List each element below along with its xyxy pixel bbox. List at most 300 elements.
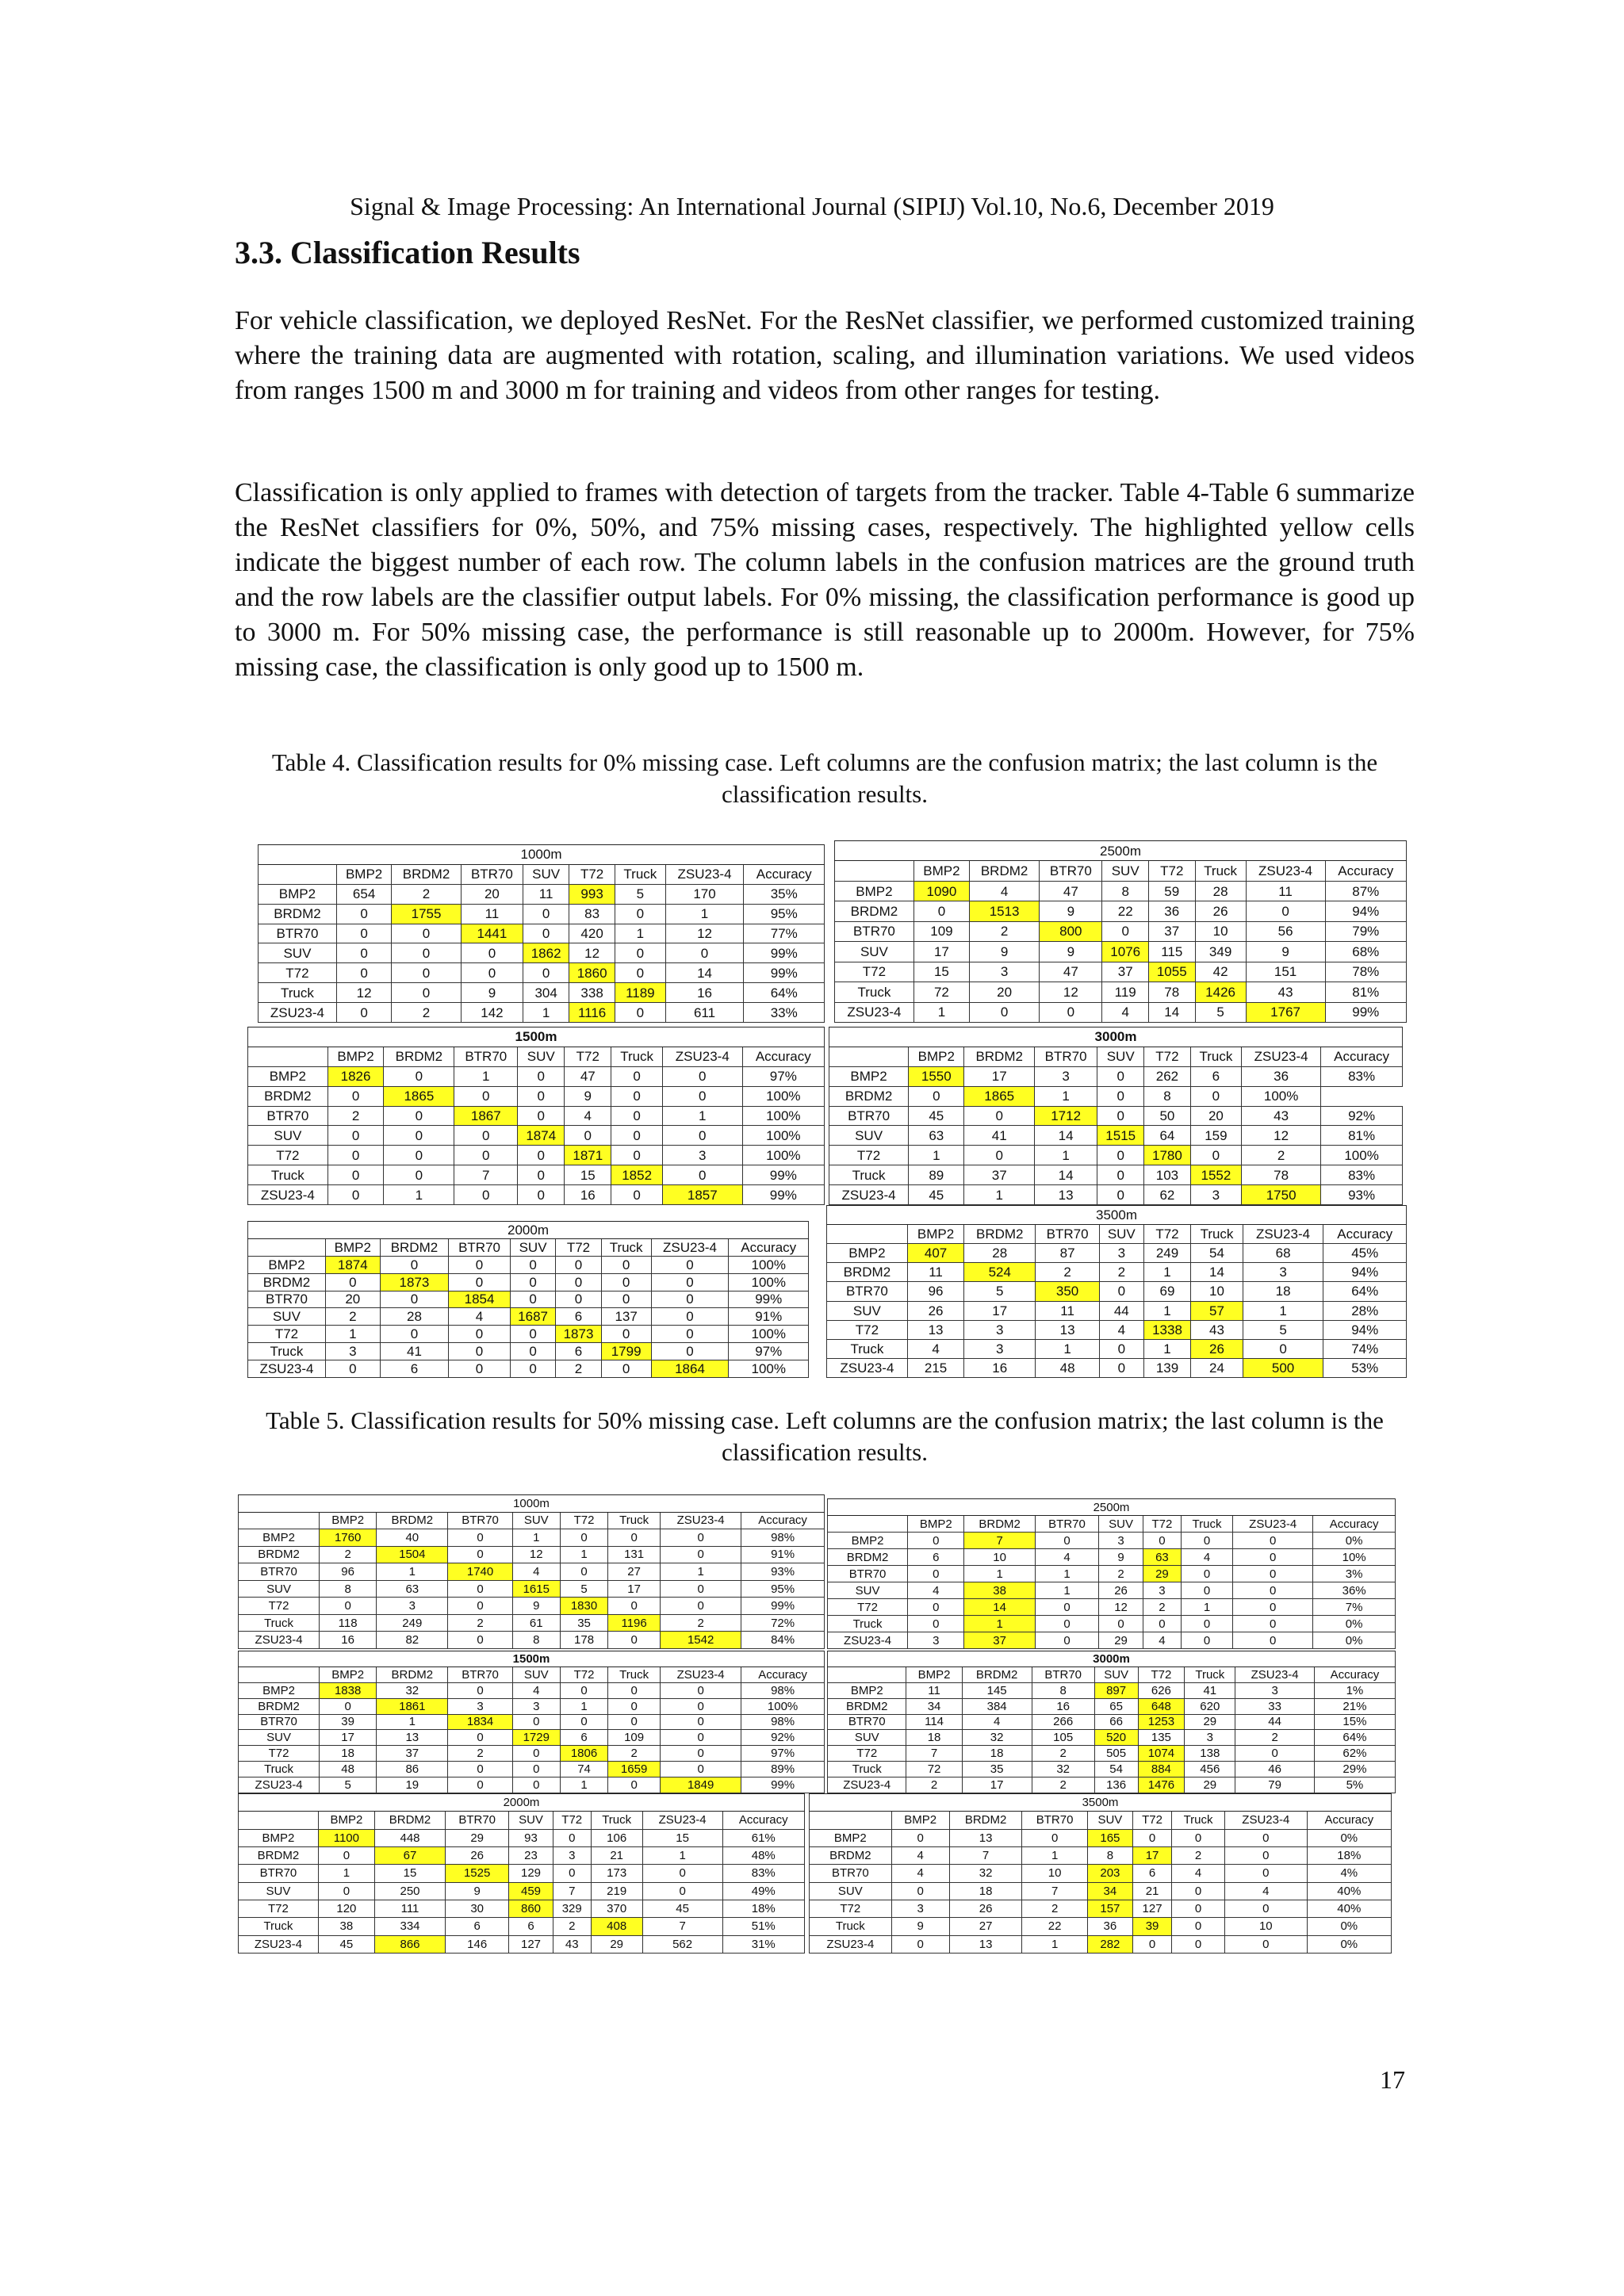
count-cell: 0	[1233, 1616, 1313, 1632]
count-cell: 0	[1181, 1582, 1232, 1599]
column-header: BTR70	[1036, 1225, 1100, 1244]
row-label: BRDM2	[248, 1273, 326, 1291]
count-cell: 42	[1195, 962, 1246, 982]
count-cell: 9	[1040, 901, 1102, 921]
count-cell: 0	[661, 1730, 741, 1746]
count-cell: 10	[1022, 1865, 1087, 1882]
count-cell: 119	[1102, 982, 1149, 1002]
table-title-row	[828, 1499, 1396, 1516]
accuracy-cell: 84%	[741, 1632, 825, 1649]
row-label: BMP2	[248, 1256, 326, 1273]
count-cell: 0	[449, 1343, 511, 1360]
column-header: ZSU23-4	[665, 864, 744, 884]
count-cell: 32	[962, 1730, 1032, 1746]
accuracy-cell: 100%	[729, 1256, 809, 1273]
accuracy-cell: 64%	[1314, 1730, 1395, 1746]
count-cell: 1055	[1148, 962, 1195, 982]
row-label: ZSU23-4	[829, 1185, 909, 1205]
column-header: T72	[1143, 1516, 1181, 1533]
count-cell: 0	[518, 1165, 565, 1185]
count-cell: 1515	[1097, 1126, 1144, 1146]
count-cell: 0	[1224, 1900, 1307, 1917]
count-cell: 1504	[377, 1546, 448, 1563]
count-cell: 0	[1035, 1533, 1098, 1549]
count-cell: 2	[906, 1777, 962, 1793]
row-label: SUV	[828, 1730, 906, 1746]
count-cell: 17	[914, 942, 969, 962]
count-cell: 0	[1233, 1582, 1313, 1599]
corner-cell	[828, 1667, 906, 1682]
column-header: Accuracy	[1314, 1667, 1395, 1682]
count-cell: 127	[1132, 1900, 1171, 1917]
count-cell: 249	[1143, 1244, 1191, 1263]
range-title: 3500m	[810, 1794, 1392, 1812]
count-cell: 9	[891, 1918, 949, 1935]
count-cell: 2	[661, 1614, 741, 1632]
count-cell: 1476	[1138, 1777, 1185, 1793]
count-cell: 6	[556, 1343, 601, 1360]
table-row	[835, 881, 1407, 901]
count-cell: 0	[1035, 1632, 1098, 1649]
column-header: BTR70	[448, 1667, 512, 1682]
count-cell: 178	[560, 1632, 607, 1649]
count-cell: 0	[909, 1086, 964, 1106]
table-row	[828, 1566, 1396, 1582]
count-cell: 1861	[377, 1698, 448, 1714]
table-row	[239, 1598, 825, 1615]
range-title: 2500m	[835, 841, 1407, 861]
count-cell: 9	[446, 1882, 509, 1900]
count-cell: 0	[1102, 921, 1149, 941]
count-cell: 142	[461, 1003, 523, 1023]
table-row	[829, 1126, 1403, 1146]
count-cell: 44	[1099, 1301, 1143, 1320]
count-cell: 3	[1185, 1730, 1235, 1746]
count-cell: 6	[556, 1308, 601, 1326]
row-label: T72	[239, 1746, 320, 1762]
corner-cell	[828, 1516, 908, 1533]
count-cell: 0	[642, 1882, 722, 1900]
count-cell: 18	[949, 1882, 1022, 1900]
count-cell: 505	[1094, 1746, 1138, 1762]
accuracy-cell: 36%	[1313, 1582, 1396, 1599]
count-cell: 41	[380, 1343, 449, 1360]
table-row	[248, 1066, 825, 1086]
count-cell: 0	[523, 963, 569, 983]
count-cell: 4	[891, 1846, 949, 1864]
count-cell: 1867	[454, 1106, 518, 1126]
paragraph-1: For vehicle classification, we deployed ResNet. For the ResNet classifier, we performed customized training where the training data are augmented with rotation, scaling, and illumination variations. We used videos from ranges 1500 m and 3000 m for training and videos from other ranges for testing.	[235, 306, 1415, 405]
count-cell: 105	[1032, 1730, 1094, 1746]
count-cell: 37	[1102, 962, 1149, 982]
count-cell: 0	[327, 1146, 384, 1165]
row-label: T72	[829, 1146, 909, 1165]
column-header: Truck	[601, 1238, 651, 1256]
column-header: ZSU23-4	[1224, 1812, 1307, 1829]
count-cell: 1525	[446, 1865, 509, 1882]
count-cell: 43	[1242, 1106, 1321, 1126]
count-cell: 27	[949, 1918, 1022, 1935]
row-label: Truck	[829, 1165, 909, 1185]
count-cell: 0	[1132, 1829, 1171, 1846]
count-cell: 897	[1094, 1682, 1138, 1698]
accuracy-cell: 62%	[1314, 1746, 1395, 1762]
count-cell: 0	[510, 1256, 555, 1273]
column-header: SUV	[518, 1047, 565, 1066]
accuracy-cell: 79%	[1325, 921, 1407, 941]
count-cell: 0	[651, 1326, 729, 1343]
column-header: BTR70	[1032, 1667, 1094, 1682]
table-row	[829, 1086, 1403, 1106]
count-cell: 127	[509, 1935, 553, 1953]
count-cell: 3	[448, 1698, 512, 1714]
count-cell: 1	[1036, 1339, 1100, 1358]
count-cell: 0	[454, 1126, 518, 1146]
accuracy-cell: 98%	[741, 1529, 825, 1547]
table-row	[239, 1900, 805, 1917]
count-cell: 3	[1190, 1185, 1241, 1205]
count-cell: 66	[1094, 1714, 1138, 1730]
count-cell: 22	[1022, 1918, 1087, 1935]
column-header: T72	[1138, 1667, 1185, 1682]
count-cell: 0	[318, 1882, 374, 1900]
table-row	[827, 1282, 1407, 1301]
count-cell: 74	[560, 1762, 607, 1777]
count-cell: 18	[906, 1730, 962, 1746]
table-row	[239, 1698, 825, 1714]
table4-block	[834, 840, 1407, 1023]
confusion-matrix-table	[238, 1494, 825, 1649]
count-cell: 34	[906, 1698, 962, 1714]
table-row	[259, 884, 825, 904]
table-row	[239, 1935, 805, 1953]
table-row	[829, 1185, 1403, 1205]
confusion-matrix-table	[247, 1221, 809, 1378]
accuracy-cell: 97%	[742, 1066, 824, 1086]
column-header: Truck	[611, 1047, 663, 1066]
confusion-matrix-table	[247, 1027, 825, 1205]
corner-cell	[239, 1667, 320, 1682]
table-row	[248, 1086, 825, 1106]
count-cell: 407	[907, 1244, 964, 1263]
count-cell: 9	[1246, 942, 1325, 962]
column-header: ZSU23-4	[642, 1812, 722, 1829]
count-cell: 4	[962, 1714, 1032, 1730]
count-cell: 11	[1246, 881, 1325, 901]
table4-caption: Table 4. Classification results for 0% missing case. Left columns are the confusion matrix; the last column is the classification results.	[271, 748, 1378, 808]
count-cell: 32	[377, 1682, 448, 1698]
count-cell: 67	[374, 1846, 445, 1864]
row-label: Truck	[828, 1762, 906, 1777]
count-cell: 2	[1242, 1146, 1321, 1165]
table-row	[248, 1326, 809, 1343]
row-label: BRDM2	[810, 1846, 892, 1864]
count-cell: 136	[1094, 1777, 1138, 1793]
column-header: BRDM2	[964, 1047, 1034, 1066]
count-cell: 18	[962, 1746, 1032, 1762]
accuracy-cell: 40%	[1307, 1900, 1391, 1917]
accuracy-cell: 99%	[742, 1185, 824, 1205]
count-cell: 1076	[1102, 942, 1149, 962]
count-cell: 16	[565, 1185, 611, 1205]
table-row	[835, 1002, 1407, 1023]
count-cell: 16	[964, 1358, 1036, 1377]
count-cell: 8	[512, 1632, 560, 1649]
count-cell: 0	[1181, 1616, 1232, 1632]
count-cell: 8	[1032, 1682, 1094, 1698]
count-cell: 626	[1138, 1682, 1185, 1698]
count-cell: 1	[325, 1326, 380, 1343]
column-header: SUV	[512, 1512, 560, 1529]
table-row	[259, 963, 825, 983]
range-title: 2000m	[248, 1222, 809, 1239]
count-cell: 4	[512, 1682, 560, 1698]
count-cell: 0	[651, 1291, 729, 1308]
count-cell: 1090	[914, 881, 969, 901]
accuracy-cell: 5%	[1314, 1777, 1395, 1793]
count-cell: 13	[949, 1829, 1022, 1846]
count-cell: 1	[914, 1002, 969, 1023]
count-cell: 63	[1143, 1549, 1181, 1566]
table-row	[239, 1762, 825, 1777]
count-cell: 14	[1034, 1165, 1097, 1185]
count-cell: 520	[1094, 1730, 1138, 1746]
count-cell: 5	[615, 884, 665, 904]
count-cell: 0	[448, 1730, 512, 1746]
row-label: T72	[828, 1746, 906, 1762]
count-cell: 1862	[523, 943, 569, 963]
count-cell: 1849	[661, 1777, 741, 1793]
table4-block	[829, 1027, 1403, 1205]
count-cell: 1873	[556, 1326, 601, 1343]
column-header: SUV	[1102, 861, 1149, 881]
count-cell: 14	[964, 1599, 1035, 1616]
count-cell: 47	[565, 1066, 611, 1086]
table-header-row	[248, 1047, 825, 1066]
table-title-row	[259, 845, 825, 865]
column-header: Accuracy	[744, 864, 825, 884]
count-cell: 0	[1099, 1339, 1143, 1358]
count-cell: 34	[1087, 1882, 1132, 1900]
count-cell: 0	[1233, 1549, 1313, 1566]
count-cell: 0	[384, 1106, 454, 1126]
count-cell: 1189	[615, 983, 665, 1003]
row-label: BMP2	[828, 1682, 906, 1698]
count-cell: 250	[374, 1882, 445, 1900]
accuracy-cell: 97%	[729, 1343, 809, 1360]
count-cell: 0	[661, 1546, 741, 1563]
column-header: BRDM2	[377, 1512, 448, 1529]
count-cell: 1441	[461, 924, 523, 943]
count-cell: 14	[1034, 1126, 1097, 1146]
row-label: T72	[827, 1320, 908, 1339]
table-row	[827, 1263, 1407, 1282]
count-cell: 0	[661, 1746, 741, 1762]
count-cell: 2	[1032, 1777, 1094, 1793]
count-cell: 0	[601, 1326, 651, 1343]
row-label: T72	[835, 962, 914, 982]
count-cell: 2	[553, 1918, 591, 1935]
count-cell: 26	[1191, 1339, 1243, 1358]
count-cell: 0	[1097, 1086, 1144, 1106]
count-cell: 4	[1035, 1549, 1098, 1566]
count-cell: 0	[510, 1343, 555, 1360]
count-cell: 1830	[560, 1598, 607, 1615]
row-label: Truck	[239, 1614, 320, 1632]
table5-block	[827, 1498, 1396, 1649]
count-cell: 282	[1087, 1935, 1132, 1953]
count-cell: 29	[1143, 1566, 1181, 1582]
count-cell: 0	[1143, 1533, 1181, 1549]
count-cell: 11	[461, 904, 523, 924]
count-cell: 4	[891, 1865, 949, 1882]
count-cell: 9	[1099, 1549, 1143, 1566]
row-label: ZSU23-4	[248, 1185, 328, 1205]
count-cell: 0	[908, 1533, 964, 1549]
row-label: ZSU23-4	[259, 1003, 337, 1023]
column-header: T72	[1143, 1225, 1191, 1244]
accuracy-cell: 99%	[744, 963, 825, 983]
journal-header: Signal & Image Processing: An International Journal (SIPIJ) Vol.10, No.6, December 2019	[350, 192, 1274, 220]
table-row	[248, 1185, 825, 1205]
row-label: BMP2	[829, 1066, 909, 1086]
count-cell: 0	[891, 1882, 949, 1900]
row-label: T72	[828, 1599, 908, 1616]
table-row	[827, 1301, 1407, 1320]
accuracy-cell: 94%	[1323, 1320, 1407, 1339]
count-cell: 1196	[608, 1614, 661, 1632]
count-cell: 47	[1040, 881, 1102, 901]
count-cell: 0	[320, 1598, 377, 1615]
count-cell: 993	[569, 884, 615, 904]
count-cell: 0	[1040, 1002, 1102, 1023]
row-label: SUV	[259, 943, 337, 963]
accuracy-cell: 87%	[1325, 881, 1407, 901]
count-cell: 620	[1185, 1698, 1235, 1714]
row-label: BRDM2	[835, 901, 914, 921]
count-cell: 100%	[1242, 1086, 1321, 1106]
count-cell: 350	[1036, 1282, 1100, 1301]
count-cell: 7	[454, 1165, 518, 1185]
count-cell: 12	[569, 943, 615, 963]
count-cell: 120	[318, 1900, 374, 1917]
table-row	[239, 1882, 805, 1900]
count-cell: 103	[1144, 1165, 1191, 1185]
table-header-row	[829, 1047, 1403, 1066]
count-cell: 131	[608, 1546, 661, 1563]
count-cell: 26	[949, 1900, 1022, 1917]
count-cell: 0	[1172, 1918, 1225, 1935]
table-row	[239, 1918, 805, 1935]
accuracy-cell: 29%	[1314, 1762, 1395, 1777]
count-cell: 12	[665, 924, 744, 943]
count-cell: 93	[509, 1829, 553, 1846]
count-cell: 1806	[560, 1746, 607, 1762]
count-cell: 0	[661, 1714, 741, 1730]
count-cell: 35	[962, 1762, 1032, 1777]
accuracy-cell: 0%	[1307, 1935, 1391, 1953]
count-cell: 1659	[608, 1762, 661, 1777]
count-cell: 0	[512, 1762, 560, 1777]
column-header: ZSU23-4	[1235, 1667, 1314, 1682]
count-cell: 47	[1040, 962, 1102, 982]
count-cell: 884	[1138, 1762, 1185, 1777]
count-cell: 0	[1233, 1533, 1313, 1549]
count-cell: 0	[523, 924, 569, 943]
count-cell: 14	[1191, 1263, 1243, 1282]
count-cell: 79	[1235, 1777, 1314, 1793]
column-header: BRDM2	[377, 1667, 448, 1682]
count-cell: 1	[454, 1066, 518, 1086]
count-cell: 329	[553, 1900, 591, 1917]
count-cell: 0	[601, 1273, 651, 1291]
count-cell: 0	[454, 1146, 518, 1165]
accuracy-cell: 99%	[741, 1777, 825, 1793]
count-cell: 3	[1143, 1582, 1181, 1599]
count-cell: 0	[327, 1126, 384, 1146]
count-cell: 1	[642, 1846, 722, 1864]
table-row	[239, 1730, 825, 1746]
table-title-row	[248, 1027, 825, 1047]
row-label: SUV	[239, 1580, 320, 1598]
column-header: ZSU23-4	[662, 1047, 742, 1066]
column-header: BMP2	[891, 1812, 949, 1829]
count-cell: 384	[962, 1698, 1032, 1714]
column-header: ZSU23-4	[1243, 1225, 1323, 1244]
count-cell: 7	[553, 1882, 591, 1900]
accuracy-cell: 81%	[1325, 982, 1407, 1002]
count-cell: 1799	[601, 1343, 651, 1360]
count-cell: 2	[970, 921, 1040, 941]
count-cell: 0	[601, 1360, 651, 1378]
count-cell: 562	[642, 1935, 722, 1953]
count-cell: 0	[601, 1256, 651, 1273]
confusion-matrix-table	[809, 1793, 1392, 1954]
count-cell: 18	[1243, 1282, 1323, 1301]
count-cell: 3	[970, 962, 1040, 982]
count-cell: 349	[1195, 942, 1246, 962]
count-cell: 3	[1099, 1533, 1143, 1549]
row-label: BTR70	[239, 1563, 320, 1581]
count-cell: 3	[1034, 1066, 1097, 1086]
range-title: 1000m	[259, 845, 825, 865]
table-header-row	[835, 861, 1407, 881]
count-cell: 9	[1040, 942, 1102, 962]
count-cell: 10	[964, 1549, 1035, 1566]
count-cell: 1074	[1138, 1746, 1185, 1762]
table4-block	[258, 844, 825, 1023]
row-label: BMP2	[835, 881, 914, 901]
count-cell: 0	[615, 904, 665, 924]
count-cell: 78	[1148, 982, 1195, 1002]
count-cell: 19	[377, 1777, 448, 1793]
count-cell: 16	[1032, 1698, 1094, 1714]
count-cell: 43	[1246, 982, 1325, 1002]
count-cell: 3	[908, 1632, 964, 1649]
count-cell: 0	[651, 1273, 729, 1291]
count-cell: 0	[651, 1343, 729, 1360]
count-cell: 173	[591, 1865, 642, 1882]
corner-cell	[827, 1225, 908, 1244]
column-header: Truck	[608, 1667, 661, 1682]
corner-cell	[239, 1812, 319, 1829]
count-cell: 0	[1172, 1882, 1225, 1900]
count-cell: 13	[377, 1730, 448, 1746]
row-label: T72	[248, 1326, 326, 1343]
count-cell: 1857	[662, 1185, 742, 1205]
count-cell: 1750	[1242, 1185, 1321, 1205]
table-header-row	[248, 1238, 809, 1256]
